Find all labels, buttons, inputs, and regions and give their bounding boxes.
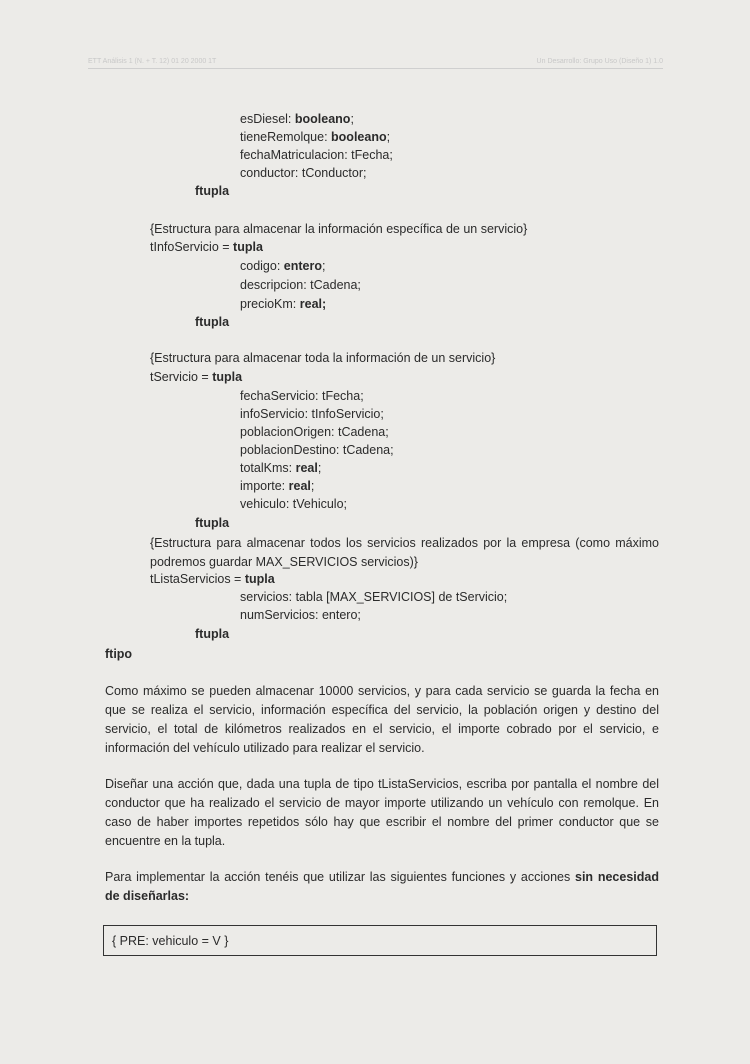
code-line: importe: real;: [240, 479, 315, 493]
type-declaration: tServicio = tupla: [150, 370, 243, 384]
comment-line: {Estructura para almacenar la información específica de un servicio}: [150, 222, 528, 236]
type-declaration: tListaServicios = tupla: [150, 572, 275, 586]
code-line: poblacionOrigen: tCadena;: [240, 425, 389, 439]
code-line: conductor: tConductor;: [240, 166, 367, 180]
comment-line: {Estructura para almacenar toda la información de un servicio}: [150, 351, 496, 365]
keyword-ftupla: ftupla: [195, 516, 230, 530]
header-left: ETT Análisis 1 (N. + T. 12) 01 20 2000 1T: [88, 58, 217, 65]
comment-paragraph: {Estructura para almacenar todos los servicios realizados por la empresa (como máximo podremos guardar MAX_SERVICIOS servicios)}: [150, 536, 659, 569]
code-line: numServicios: entero;: [240, 608, 361, 622]
instruction-paragraph: Para implementar la acción tenéis que utilizar las siguientes funciones y acciones sin necesidad de diseñarlas:: [105, 870, 659, 903]
keyword-ftupla: ftupla: [195, 627, 230, 641]
code-line: fechaMatriculacion: tFecha;: [240, 148, 393, 162]
code-line: servicios: tabla [MAX_SERVICIOS] de tServicio;: [240, 590, 508, 604]
code-line: fechaServicio: tFecha;: [240, 389, 364, 403]
precondition-text: { PRE: vehiculo = V }: [112, 934, 229, 948]
code-line: esDiesel: booleano;: [240, 112, 354, 126]
code-line: vehiculo: tVehiculo;: [240, 497, 348, 511]
header-right: Un Desarrollo: Grupo Uso (Diseño 1) 1.0: [536, 58, 663, 65]
code-line: infoServicio: tInfoServicio;: [240, 407, 384, 421]
page-header: [88, 56, 663, 69]
keyword-ftupla: ftupla: [195, 315, 230, 329]
code-line: precioKm: real;: [240, 297, 327, 311]
code-line: poblacionDestino: tCadena;: [240, 443, 394, 457]
code-line: codigo: entero;: [240, 259, 326, 273]
precondition-box: [103, 925, 657, 956]
code-line: totalKms: real;: [240, 461, 322, 475]
keyword-ftipo: ftipo: [105, 647, 133, 661]
code-line: descripcion: tCadena;: [240, 278, 361, 292]
keyword-ftupla: ftupla: [195, 184, 230, 198]
task-paragraph: Diseñar una acción que, dada una tupla de tipo tListaServicios, escriba por pantalla el nombre del conductor que ha realizado el servicio de mayor importe utilizando un vehículo con remolque. En caso de haber importes repetidos sólo hay que escribir el nombre del primer conductor que se encuentre en la tupla.: [105, 777, 659, 848]
description-paragraph: Como máximo se pueden almacenar 10000 servicios, y para cada servicio se guarda la fecha en que se realiza el servicio, información específica del servicio, la población origen y destino del servicio, el total de kilómetros realizados en el servicio, el importe cobrado por el servicio, e información del vehículo utilizado para realizar el servicio.: [105, 684, 659, 755]
code-line: tieneRemolque: booleano;: [240, 130, 391, 144]
type-declaration: tInfoServicio = tupla: [150, 240, 263, 254]
